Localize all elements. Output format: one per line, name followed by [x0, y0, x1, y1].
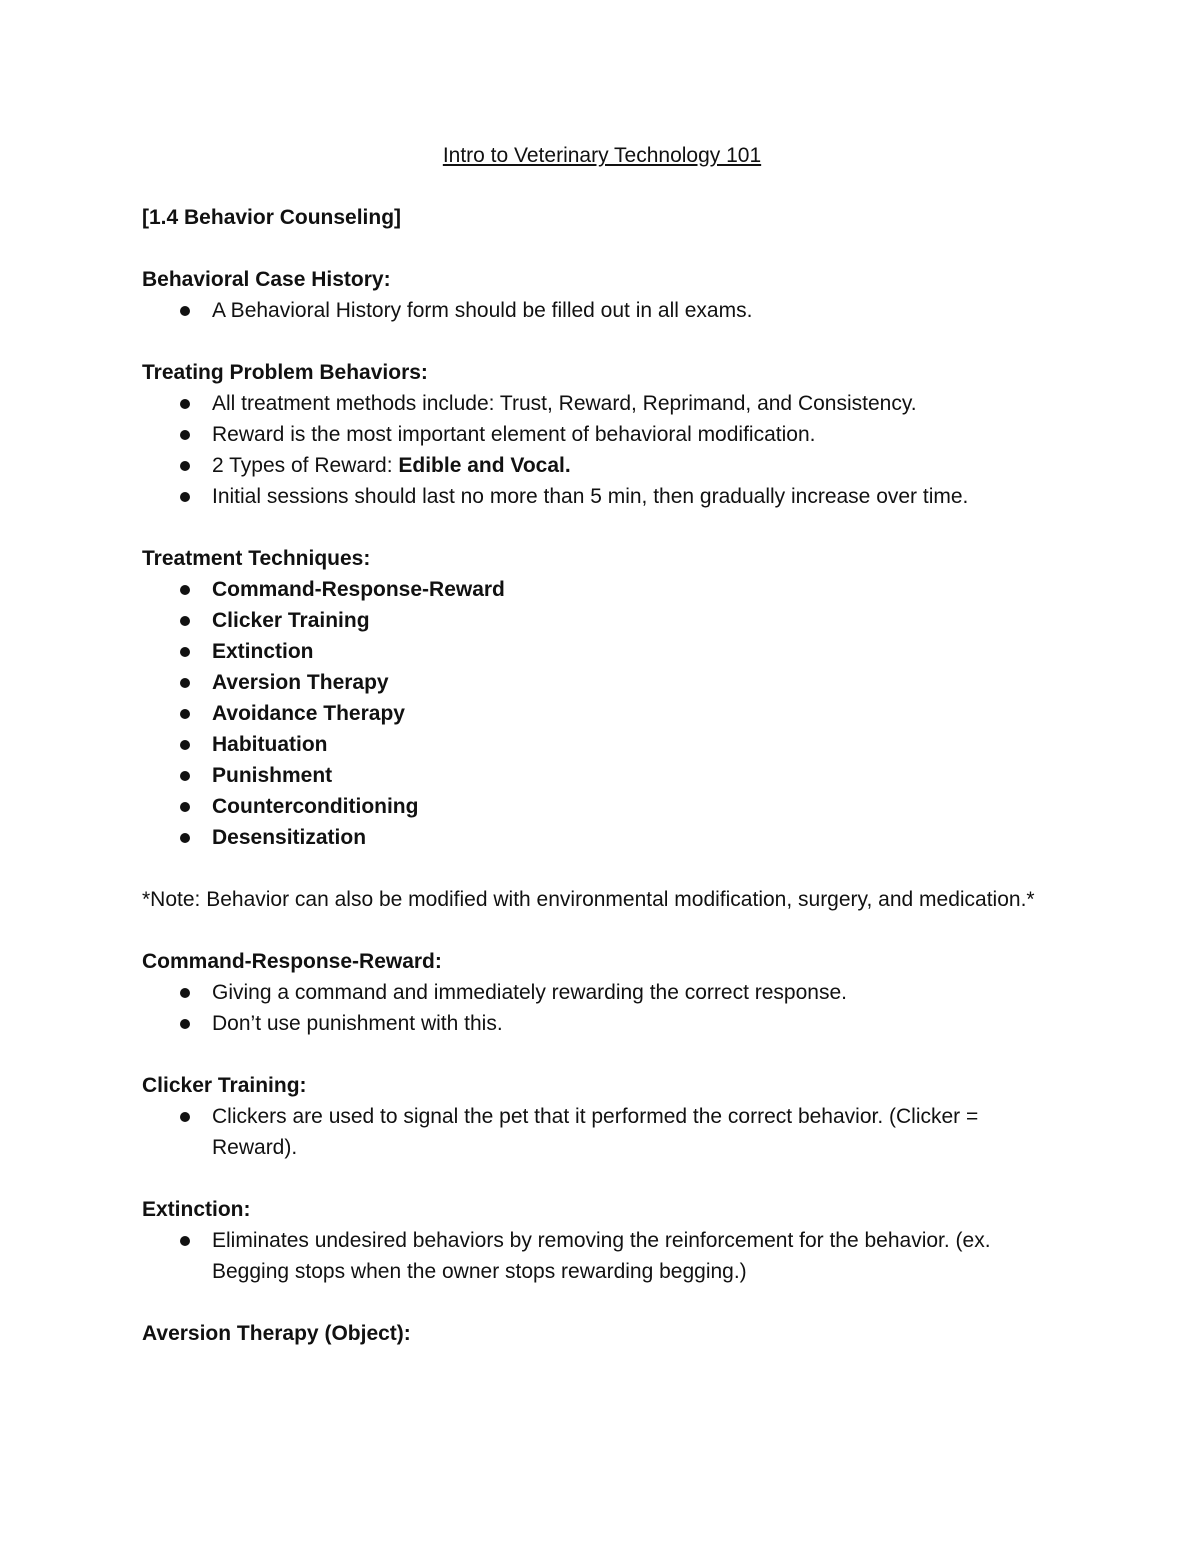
bullet-icon — [180, 399, 190, 409]
list-item: Counterconditioning — [212, 791, 1062, 822]
bullet-icon — [180, 616, 190, 626]
treating-list — [142, 388, 1062, 512]
list-item: Reward is the most important element of behavioral modification. — [212, 419, 1062, 450]
bullet-icon — [180, 1019, 190, 1029]
list-item: Desensitization — [212, 822, 1062, 853]
list-item: Don’t use punishment with this. — [212, 1008, 1062, 1039]
list-item: Aversion Therapy — [212, 667, 1062, 698]
bullet-icon — [180, 585, 190, 595]
crr-heading: Command-Response-Reward: — [142, 950, 442, 973]
bullet-icon — [180, 833, 190, 843]
aversion-heading: Aversion Therapy (Object): — [142, 1322, 411, 1345]
aversion-section — [142, 1318, 1062, 1349]
treating-section — [142, 357, 1062, 512]
bullet-icon — [180, 1236, 190, 1246]
list-item: Avoidance Therapy — [212, 698, 1062, 729]
list-item: Command-Response-Reward — [212, 574, 1062, 605]
list-item: Clickers are used to signal the pet that it performed the correct behavior. (Clicker = Reward). — [212, 1101, 1062, 1163]
techniques-section — [142, 543, 1062, 853]
list-item: Initial sessions should last no more than 5 min, then gradually increase over time. — [212, 481, 1062, 512]
bullet-icon — [180, 802, 190, 812]
clicker-section — [142, 1070, 1062, 1163]
bullet-icon — [180, 430, 190, 440]
document-title: Intro to Veterinary Technology 101 — [442, 144, 762, 167]
bullet-icon — [180, 740, 190, 750]
extinction-section — [142, 1194, 1062, 1287]
reward-types: Edible and Vocal. — [398, 454, 571, 477]
list-item: Eliminates undesired behaviors by removing the reinforcement for the behavior. (ex. Begging stops when the owner stops rewarding begging.) — [212, 1225, 1062, 1287]
case-history-section — [142, 264, 1062, 326]
bullet-icon — [180, 988, 190, 998]
section-label: [1.4 Behavior Counseling] — [142, 206, 402, 229]
extinction-list — [142, 1225, 1062, 1287]
case-history-list — [142, 295, 1062, 326]
list-item: All treatment methods include: Trust, Reward, Reprimand, and Consistency. — [212, 388, 1062, 419]
bullet-icon — [180, 461, 190, 471]
techniques-heading: Treatment Techniques: — [142, 547, 371, 570]
list-item: Clicker Training — [212, 605, 1062, 636]
list-item: Habituation — [212, 729, 1062, 760]
techniques-list — [142, 574, 1062, 853]
bullet-icon — [180, 492, 190, 502]
crr-list — [142, 977, 1062, 1039]
clicker-heading: Clicker Training: — [142, 1074, 307, 1097]
crr-section — [142, 946, 1062, 1039]
bullet-icon — [180, 709, 190, 719]
treating-heading: Treating Problem Behaviors: — [142, 361, 428, 384]
list-item: 2 Types of Reward: Edible and Vocal. — [212, 450, 1062, 481]
bullet-icon — [180, 1112, 190, 1122]
clicker-list — [142, 1101, 1062, 1163]
list-item: Punishment — [212, 760, 1062, 791]
case-history-heading: Behavioral Case History: — [142, 268, 391, 291]
bullet-icon — [180, 678, 190, 688]
bullet-icon — [180, 771, 190, 781]
list-item: Giving a command and immediately rewarding the correct response. — [212, 977, 1062, 1008]
extinction-heading: Extinction: — [142, 1198, 251, 1221]
bullet-icon — [180, 306, 190, 316]
document-page — [142, 140, 1062, 1349]
bullet-icon — [180, 647, 190, 657]
list-item: Extinction — [212, 636, 1062, 667]
list-item: A Behavioral History form should be filled out in all exams. — [212, 295, 1062, 326]
note-text: *Note: Behavior can also be modified with environmental modification, surgery, and medication.* — [142, 888, 1035, 911]
